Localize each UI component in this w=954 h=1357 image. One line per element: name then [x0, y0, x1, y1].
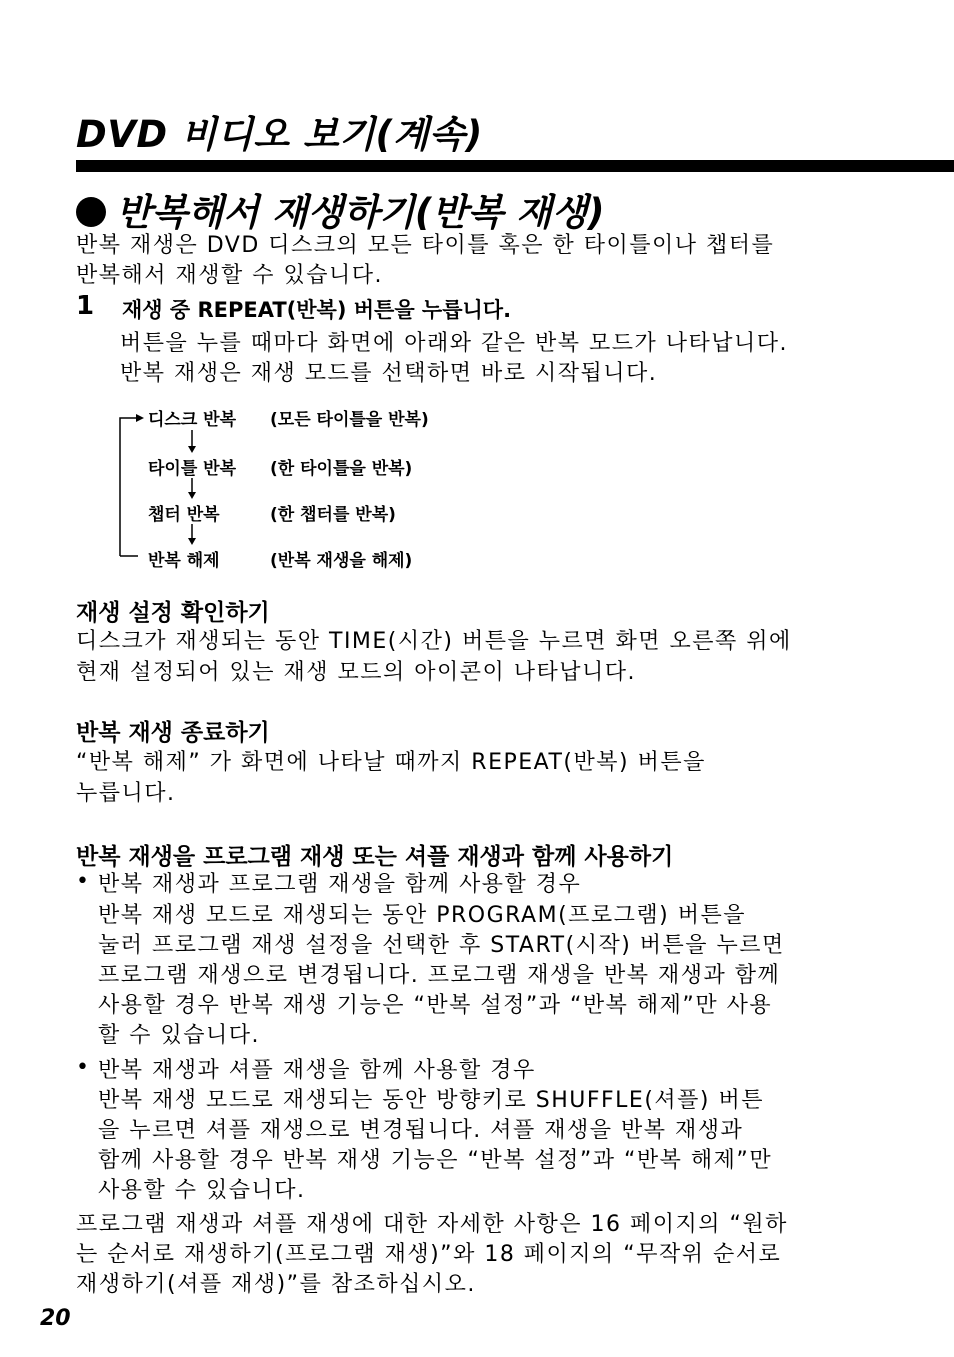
step-heading: 재생 중 REPEAT(반복) 버튼을 누릅니다.	[122, 298, 512, 322]
footer-line-2: 는 순서로 재생하기(프로그램 재생)”와 18 페이지의 “무작위 순서로	[76, 1242, 782, 1267]
intro-line-2: 반복해서 재생할 수 있습니다.	[76, 263, 383, 288]
bullet-icon: •	[76, 869, 89, 894]
check-settings-line-1: 디스크가 재생되는 동안 TIME(시간) 버튼을 누르면 화면 오른쪽 위에	[76, 629, 792, 654]
check-settings-line-2: 현재 설정되어 있는 재생 모드의 아이콘이 나타납니다.	[76, 660, 636, 685]
step-line-1: 버튼을 누를 때마다 화면에 아래와 같은 반복 모드가 나타납니다.	[120, 331, 788, 356]
end-repeat-line-2: 누릅니다.	[76, 781, 176, 806]
repeat-mode-desc: (반복 재생을 해제)	[270, 551, 413, 571]
down-arrow-icon-1	[188, 446, 196, 453]
bullet-line: 함께 사용할 경우 반복 재생 기능은 “반복 설정”과 “반복 해제”만	[98, 1148, 773, 1173]
bullet-line: 할 수 있습니다.	[98, 1023, 260, 1048]
loop-arrow-icon	[136, 414, 144, 422]
step-number: 1	[76, 291, 95, 321]
repeat-mode-desc: (한 챕터를 반복)	[270, 505, 396, 525]
step-line-2: 반복 재생은 재생 모드를 선택하면 바로 시작됩니다.	[120, 361, 658, 386]
repeat-mode-name: 챕터 반복	[148, 505, 220, 525]
footer-line-3: 재생하기(셔플 재생)”를 참조하십시오.	[76, 1272, 476, 1297]
bullet-icon: •	[76, 1055, 89, 1080]
bullet-line: 사용할 경우 반복 재생 기능은 “반복 설정”과 “반복 해제”만 사용	[98, 993, 773, 1018]
combine-heading: 반복 재생을 프로그램 재생 또는 셔플 재생과 함께 사용하기	[76, 844, 674, 870]
intro-line-1: 반복 재생은 DVD 디스크의 모든 타이틀 혹은 한 타이틀이나 챕터를	[76, 233, 775, 258]
page-title: DVD 비디오 보기(계속)	[76, 113, 483, 156]
page-number: 20	[40, 1306, 71, 1331]
section-title-text: 반복해서 재생하기(반복 재생)	[116, 191, 605, 234]
repeat-mode-desc: (한 타이틀을 반복)	[270, 459, 413, 479]
bullet-line: 사용할 수 있습니다.	[98, 1178, 306, 1203]
footer-line-1: 프로그램 재생과 셔플 재생에 대한 자세한 사항은 16 페이지의 “원하	[76, 1212, 788, 1237]
bullet-line: 반복 재생 모드로 재생되는 동안 PROGRAM(프로그램) 버튼을	[98, 903, 747, 928]
bullet-line: 반복 재생 모드로 재생되는 동안 방향키로 SHUFFLE(셔플) 버튼	[98, 1088, 764, 1113]
bullet-line: 눌러 프로그램 재생 설정을 선택한 후 START(시작) 버튼을 누르면	[98, 933, 785, 958]
bullet-title: 반복 재생과 프로그램 재생을 함께 사용할 경우	[98, 872, 582, 897]
repeat-mode-name: 타이틀 반복	[148, 459, 237, 479]
check-settings-heading: 재생 설정 확인하기	[76, 600, 270, 626]
end-repeat-line-1: “반복 해제” 가 화면에 나타날 때까지 REPEAT(반복) 버튼을	[76, 750, 706, 775]
down-arrow-icon-2	[188, 492, 196, 499]
bullet-title: 반복 재생과 셔플 재생을 함께 사용할 경우	[98, 1058, 536, 1083]
loop-back-line	[120, 418, 136, 556]
repeat-mode-name: 디스크 반복	[148, 410, 237, 430]
end-repeat-heading: 반복 재생 종료하기	[76, 720, 270, 746]
repeat-mode-name: 반복 해제	[148, 551, 220, 571]
bullet-line: 을 누르면 셔플 재생으로 변경됩니다. 셔플 재생을 반복 재생과	[98, 1118, 744, 1143]
repeat-mode-desc: (모든 타이틀을 반복)	[270, 410, 429, 430]
down-arrow-icon-3	[188, 538, 196, 545]
bullet-line: 프로그램 재생으로 변경됩니다. 프로그램 재생을 반복 재생과 함께	[98, 963, 781, 988]
